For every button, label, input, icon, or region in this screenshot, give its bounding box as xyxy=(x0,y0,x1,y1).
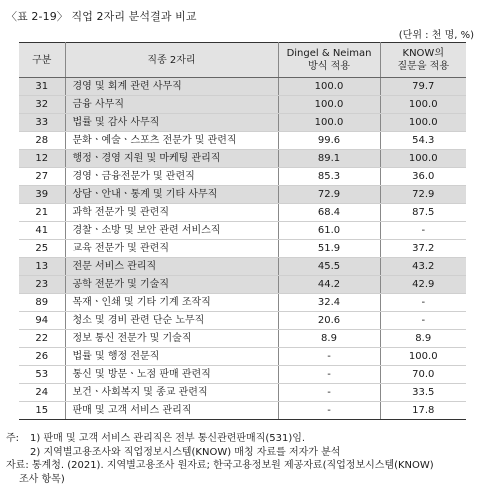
cell-know-value: 79.7 xyxy=(380,78,466,96)
cell-code: 24 xyxy=(19,384,65,402)
cell-code: 94 xyxy=(19,312,65,330)
table-row xyxy=(19,114,466,132)
cell-dingel-value: 68.4 xyxy=(278,204,380,222)
cell-know-value: - xyxy=(380,312,466,330)
cell-occupation: 법률 및 행정 전문직 xyxy=(65,348,278,366)
comparison-table xyxy=(19,42,466,420)
note-1-text: 1) 판매 및 고객 서비스 관리직은 전부 통신관련판매직(531)임. xyxy=(30,433,306,444)
table-row xyxy=(19,222,466,240)
cell-code: 12 xyxy=(19,150,65,168)
table-row xyxy=(19,294,466,312)
cell-code: 22 xyxy=(19,330,65,348)
cell-occupation: 통신 및 방문ㆍ노점 판매 관련직 xyxy=(65,366,278,384)
cell-occupation: 경영ㆍ금융전문가 및 관련직 xyxy=(65,168,278,186)
cell-dingel-value: 89.1 xyxy=(278,150,380,168)
cell-dingel-value: 61.0 xyxy=(278,222,380,240)
cell-know-value: 42.9 xyxy=(380,276,466,294)
table-row xyxy=(19,132,466,150)
cell-know-value: 37.2 xyxy=(380,240,466,258)
table-row xyxy=(19,402,466,420)
unit-label: (단위 : 천 명, %) xyxy=(398,30,474,41)
cell-dingel-value: - xyxy=(278,384,380,402)
cell-dingel-value: 99.6 xyxy=(278,132,380,150)
cell-occupation: 문화ㆍ예술ㆍ스포츠 전문가 및 관련직 xyxy=(65,132,278,150)
table-row xyxy=(19,96,466,114)
cell-occupation: 과학 전문가 및 관련직 xyxy=(65,204,278,222)
cell-occupation: 판매 및 고객 서비스 관리직 xyxy=(65,402,278,420)
cell-know-value: 54.3 xyxy=(380,132,466,150)
table-row xyxy=(19,186,466,204)
cell-occupation: 보건ㆍ사회복지 및 종교 관련직 xyxy=(65,384,278,402)
cell-code: 15 xyxy=(19,402,65,420)
table-body xyxy=(19,78,466,420)
cell-know-value: 87.5 xyxy=(380,204,466,222)
cell-dingel-value: 20.6 xyxy=(278,312,380,330)
cell-know-value: 100.0 xyxy=(380,348,466,366)
cell-code: 41 xyxy=(19,222,65,240)
cell-know-value: 43.2 xyxy=(380,258,466,276)
table-row xyxy=(19,276,466,294)
cell-code: 13 xyxy=(19,258,65,276)
cell-occupation: 상담ㆍ안내ㆍ통계 및 기타 사무직 xyxy=(65,186,278,204)
cell-code: 33 xyxy=(19,114,65,132)
cell-code: 89 xyxy=(19,294,65,312)
cell-know-value: 36.0 xyxy=(380,168,466,186)
table-row xyxy=(19,384,466,402)
cell-code: 25 xyxy=(19,240,65,258)
cell-dingel-value: 51.9 xyxy=(278,240,380,258)
cell-know-value: 72.9 xyxy=(380,186,466,204)
header-know-line2: 질문을 적용 xyxy=(397,61,449,72)
cell-dingel-value: 8.9 xyxy=(278,330,380,348)
table-row xyxy=(19,348,466,366)
table-row xyxy=(19,366,466,384)
cell-code: 23 xyxy=(19,276,65,294)
cell-know-value: - xyxy=(380,294,466,312)
cell-dingel-value: - xyxy=(278,348,380,366)
cell-know-value: 33.5 xyxy=(380,384,466,402)
header-know xyxy=(380,43,466,78)
cell-dingel-value: 45.5 xyxy=(278,258,380,276)
table-row xyxy=(19,258,466,276)
cell-occupation: 정보 통신 전문가 및 기술직 xyxy=(65,330,278,348)
cell-know-value: 100.0 xyxy=(380,150,466,168)
cell-know-value: 70.0 xyxy=(380,366,466,384)
header-name: 직종 2자리 xyxy=(65,43,278,78)
cell-code: 27 xyxy=(19,168,65,186)
header-dingel-line1: Dingel & Neiman xyxy=(286,48,372,59)
cell-dingel-value: 100.0 xyxy=(278,114,380,132)
cell-code: 28 xyxy=(19,132,65,150)
table-row xyxy=(19,168,466,186)
cell-know-value: 8.9 xyxy=(380,330,466,348)
table-row xyxy=(19,240,466,258)
cell-dingel-value: 85.3 xyxy=(278,168,380,186)
cell-occupation: 전문 서비스 관리직 xyxy=(65,258,278,276)
table-row xyxy=(19,312,466,330)
cell-occupation: 청소 및 경비 관련 단순 노무직 xyxy=(65,312,278,330)
cell-dingel-value: 72.9 xyxy=(278,186,380,204)
cell-occupation: 행정ㆍ경영 지원 및 마케팅 관리직 xyxy=(65,150,278,168)
header-dingel xyxy=(278,43,380,78)
header-dingel-line2: 방식 적용 xyxy=(308,61,350,72)
table-row xyxy=(19,78,466,96)
cell-occupation: 금융 사무직 xyxy=(65,96,278,114)
table-row xyxy=(19,150,466,168)
cell-code: 26 xyxy=(19,348,65,366)
cell-dingel-value: 100.0 xyxy=(278,96,380,114)
cell-code: 21 xyxy=(19,204,65,222)
table-row xyxy=(19,330,466,348)
cell-know-value: - xyxy=(380,222,466,240)
cell-occupation: 법률 및 감사 사무직 xyxy=(65,114,278,132)
cell-dingel-value: - xyxy=(278,402,380,420)
note-1 xyxy=(6,432,434,446)
cell-know-value: 100.0 xyxy=(380,96,466,114)
cell-dingel-value: 44.2 xyxy=(278,276,380,294)
cell-dingel-value: - xyxy=(278,366,380,384)
table-row xyxy=(19,204,466,222)
cell-dingel-value: 32.4 xyxy=(278,294,380,312)
cell-occupation: 경영 및 회계 관련 사무직 xyxy=(65,78,278,96)
header-code: 구분 xyxy=(19,43,65,78)
source-line-1: 자료: 통계청. (2021). 지역별고용조사 원자료; 한국고용정보원 제공자료(직업정보시스템(KNOW) xyxy=(6,460,434,471)
cell-code: 39 xyxy=(19,186,65,204)
table-title: 〈표 2-19〉 직업 2자리 분석결과 비교 xyxy=(6,10,197,23)
source-line-2: 조사 항목) xyxy=(19,473,65,485)
cell-occupation: 목재ㆍ인쇄 및 기타 기계 조작직 xyxy=(65,294,278,312)
cell-code: 31 xyxy=(19,78,65,96)
cell-dingel-value: 100.0 xyxy=(278,78,380,96)
cell-occupation: 경찰ㆍ소방 및 보안 관련 서비스직 xyxy=(65,222,278,240)
notes-label: 주: xyxy=(6,433,20,444)
notes-section xyxy=(6,432,434,486)
header-know-line1: KNOW의 xyxy=(402,48,444,59)
cell-know-value: 17.8 xyxy=(380,402,466,420)
cell-occupation: 공학 전문가 및 기술직 xyxy=(65,276,278,294)
note-2: 2) 지역별고용조사와 직업정보시스템(KNOW) 매칭 자료를 저자가 분석 xyxy=(30,446,341,458)
cell-code: 32 xyxy=(19,96,65,114)
table-header-row xyxy=(19,43,466,78)
cell-code: 53 xyxy=(19,366,65,384)
cell-know-value: 100.0 xyxy=(380,114,466,132)
cell-occupation: 교육 전문가 및 관련직 xyxy=(65,240,278,258)
